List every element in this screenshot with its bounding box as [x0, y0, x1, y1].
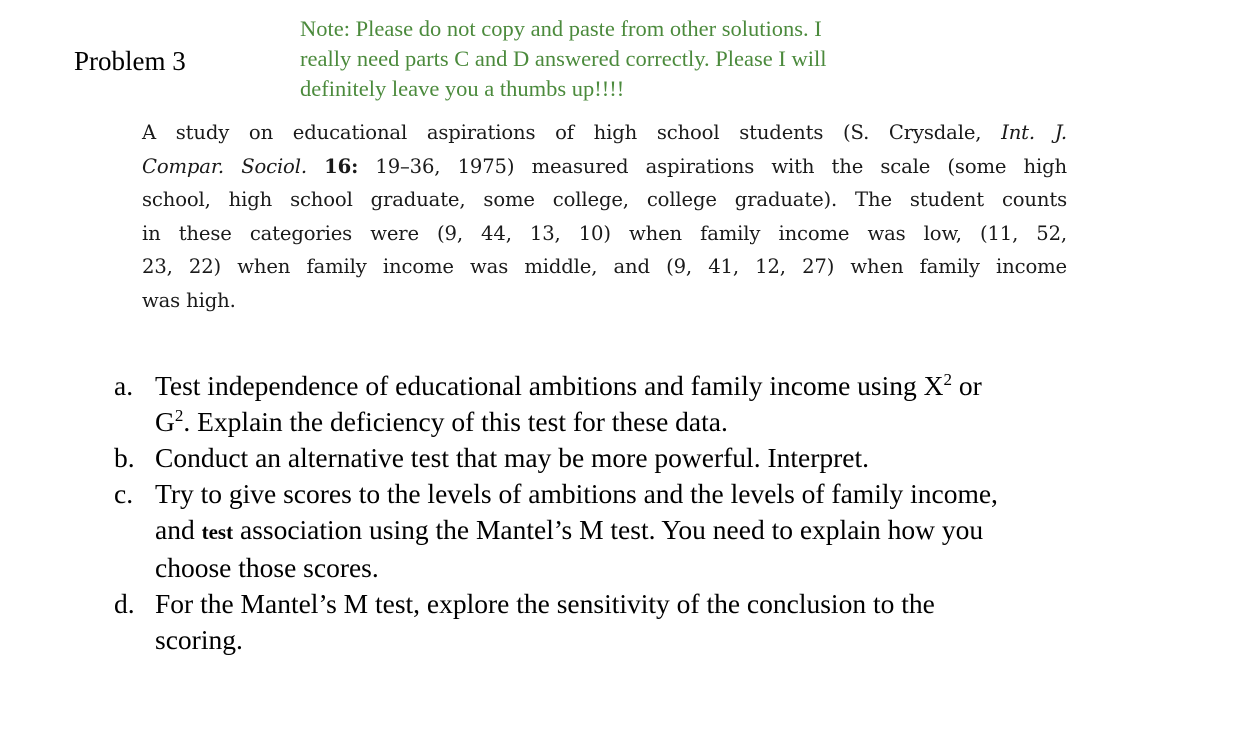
- question-a: [110, 368, 1170, 440]
- question-line: Test independence of educational ambitions and family income using $X^2$ or: [155, 370, 982, 401]
- question-line: Conduct an alternative test that may be more powerful. Interpret.: [155, 442, 869, 473]
- study-line: was high.: [142, 288, 236, 312]
- question-line: scoring.: [155, 624, 243, 655]
- question-list: [110, 368, 1170, 658]
- question-marker: d.: [114, 588, 135, 619]
- question-d: [110, 586, 1170, 658]
- note-line: definitely leave you a thumbs up!!!!: [300, 76, 625, 101]
- question-line: and test association using the Mantel’s M test. You need to explain how you: [155, 514, 984, 545]
- question-marker: c.: [114, 478, 134, 509]
- question-line: choose those scores.: [155, 552, 379, 583]
- question-marker: a.: [114, 370, 134, 401]
- note-text: [300, 14, 940, 104]
- question-b: [110, 440, 1170, 476]
- question-line: $G^2$. Explain the deficiency of this test for these data.: [155, 406, 728, 437]
- study-line: Compar. Sociol. 16: 19–36, 1975) measured aspirations with the scale (some high: [142, 154, 1067, 178]
- question-c: [110, 476, 1170, 586]
- question-marker: b.: [114, 442, 135, 473]
- problem-title: Problem 3: [74, 46, 186, 76]
- question-line: For the Mantel’s M test, explore the sensitivity of the conclusion to the: [155, 588, 935, 619]
- study-line: school, high school graduate, some college, college graduate). The student counts: [142, 188, 1067, 211]
- note-line: Note: Please do not copy and paste from other solutions. I: [300, 16, 822, 41]
- study-line: 23, 22) when family income was middle, and (9, 41, 12, 27) when family income: [142, 255, 1067, 278]
- study-line: in these categories were (9, 44, 13, 10) when family income was low, (11, 52,: [142, 221, 1067, 245]
- study-paragraph: [142, 116, 1067, 317]
- question-line: Try to give scores to the levels of ambitions and the levels of family income,: [155, 478, 998, 509]
- study-line: A study on educational aspirations of high school students (S. Crysdale, Int. J.: [142, 121, 1067, 144]
- note-line: really need parts C and D answered correctly. Please I will: [300, 46, 827, 71]
